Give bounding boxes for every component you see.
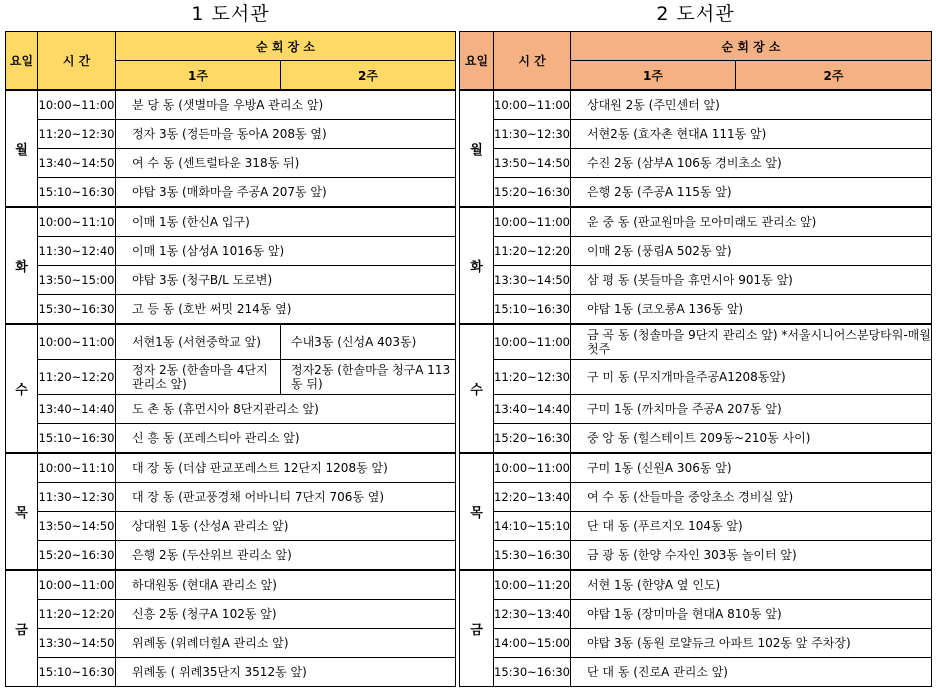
table-row	[460, 207, 932, 237]
header-week-2: 2주	[736, 61, 932, 91]
header-places: 순 회 장 소	[116, 32, 456, 61]
time-cell: 15:10~16:30	[38, 424, 116, 454]
time-cell: 13:50~14:50	[38, 512, 116, 541]
place-cell: 중 앙 동 (힐스테이트 209동~210동 사이)	[571, 424, 932, 454]
time-cell: 15:10~16:30	[494, 295, 571, 325]
table-row	[6, 324, 456, 360]
place-cell: 금 광 동 (한양 수자인 303동 놀이터 앞)	[571, 541, 932, 571]
library-1-title: 1 도서관	[191, 3, 270, 25]
time-cell: 14:10~15:10	[494, 512, 571, 541]
place-cell: 서현 1동 (한양A 옆 인도)	[571, 570, 932, 600]
place-cell: 야탑 3동 (동원 로얄듀크 아파트 102동 앞 주차장)	[571, 629, 932, 658]
place-cell: 신 흥 동 (포레스티아 관리소 앞)	[116, 424, 456, 454]
place-cell: 운 중 동 (판교원마을 모아미래도 관리소 앞)	[571, 207, 932, 237]
header-day: 요일	[6, 32, 38, 91]
table-row	[460, 541, 932, 571]
table-row	[460, 570, 932, 600]
table-row	[460, 90, 932, 120]
time-cell: 10:00~11:20	[494, 570, 571, 600]
time-cell: 13:40~14:50	[38, 149, 116, 178]
table-row	[6, 483, 456, 512]
day-label: 금	[6, 570, 38, 687]
library-2-title: 2 도서관	[656, 3, 735, 25]
header-time: 시 간	[494, 32, 571, 91]
time-cell: 12:20~13:40	[494, 483, 571, 512]
header-time: 시 간	[38, 32, 116, 91]
day-label: 목	[460, 453, 494, 570]
place-cell: 여 수 동 (산들마을 중앙초소 경비실 앞)	[571, 483, 932, 512]
time-cell: 10:00~11:00	[494, 453, 571, 483]
place-cell: 여 수 동 (센트럴타운 318동 뒤)	[116, 149, 456, 178]
place-cell: 고 등 동 (호반 써밋 214동 옆)	[116, 295, 456, 325]
day-group-thu	[460, 453, 932, 570]
table-row	[6, 90, 456, 120]
table-row	[6, 178, 456, 208]
table-row	[6, 207, 456, 237]
day-group-wed	[460, 324, 932, 453]
time-cell: 11:20~12:20	[494, 237, 571, 266]
day-group-tue	[460, 207, 932, 324]
table-row	[460, 237, 932, 266]
time-cell: 11:20~12:30	[494, 360, 571, 395]
time-cell: 15:20~16:30	[38, 541, 116, 571]
table-row	[6, 570, 456, 600]
header-week-1: 1주	[571, 61, 736, 91]
table-row	[460, 600, 932, 629]
place-cell: 삼 평 동 (봇들마을 휴먼시아 901동 앞)	[571, 266, 932, 295]
table-row	[6, 266, 456, 295]
place-cell: 이매 2동 (풍림A 502동 앞)	[571, 237, 932, 266]
day-group-fri	[6, 570, 456, 687]
place-cell: 수진 2동 (삼부A 106동 경비초소 앞)	[571, 149, 932, 178]
day-group-mon	[460, 90, 932, 207]
place-cell-week-1: 정자 2동 (한솔마을 4단지 관리소 앞)	[116, 360, 281, 395]
table-row	[460, 360, 932, 395]
table-row	[6, 395, 456, 424]
day-label: 월	[460, 90, 494, 207]
table-row	[460, 512, 932, 541]
table-row	[460, 453, 932, 483]
time-cell: 11:20~12:30	[38, 120, 116, 149]
day-group-thu	[6, 453, 456, 570]
table-row	[460, 395, 932, 424]
place-cell: 은행 2동 (주공A 115동 앞)	[571, 178, 932, 208]
place-cell: 정자 3동 (정든마을 동아A 208동 옆)	[116, 120, 456, 149]
table-row	[6, 424, 456, 454]
time-cell: 12:30~13:40	[494, 600, 571, 629]
time-cell: 15:20~16:30	[494, 178, 571, 208]
place-cell: 구 미 동 (무지개마을주공A1208동앞)	[571, 360, 932, 395]
time-cell: 11:20~12:20	[38, 600, 116, 629]
time-cell: 10:00~11:00	[38, 570, 116, 600]
table-row	[6, 453, 456, 483]
table-row	[460, 149, 932, 178]
place-cell: 단 대 동 (진로A 관리소 앞)	[571, 658, 932, 687]
day-label: 월	[6, 90, 38, 207]
day-label: 금	[460, 570, 494, 687]
header-week-2: 2주	[281, 61, 456, 91]
place-cell: 상대원 1동 (산성A 관리소 앞)	[116, 512, 456, 541]
place-cell: 이매 1동 (삼성A 1016동 앞)	[116, 237, 456, 266]
place-cell: 분 당 동 (샛별마을 우방A 관리소 앞)	[116, 90, 456, 120]
time-cell: 11:30~12:40	[38, 237, 116, 266]
place-cell: 이매 1동 (한신A 입구)	[116, 207, 456, 237]
table-row	[460, 658, 932, 687]
table-row	[6, 629, 456, 658]
table-row	[6, 120, 456, 149]
time-cell: 10:00~11:10	[38, 453, 116, 483]
place-cell: 대 장 동 (더샵 판교포레스트 12단지 1208동 앞)	[116, 453, 456, 483]
header-places: 순 회 장 소	[571, 32, 932, 61]
table-row	[6, 149, 456, 178]
time-cell: 13:50~14:50	[494, 149, 571, 178]
place-cell: 대 장 동 (판교풍경채 어바니티 7단지 706동 옆)	[116, 483, 456, 512]
place-cell: 위례동 (위례더힐A 관리소 앞)	[116, 629, 456, 658]
place-cell: 도 촌 동 (휴먼시아 8단지관리소 앞)	[116, 395, 456, 424]
time-cell: 15:20~16:30	[494, 424, 571, 454]
time-cell: 13:40~14:40	[494, 395, 571, 424]
time-cell: 10:00~11:00	[38, 324, 116, 360]
table-row	[6, 541, 456, 571]
header-week-1: 1주	[116, 61, 281, 91]
time-cell: 11:30~12:30	[38, 483, 116, 512]
table-row	[6, 360, 456, 395]
table-row	[6, 512, 456, 541]
day-group-tue	[6, 207, 456, 324]
place-cell: 위례동 ( 위례35단지 3512동 앞)	[116, 658, 456, 687]
day-group-mon	[6, 90, 456, 207]
time-cell: 15:30~16:30	[494, 541, 571, 571]
time-cell: 13:40~14:40	[38, 395, 116, 424]
day-group-fri	[460, 570, 932, 687]
place-cell-week-2: 수내3동 (신성A 403동)	[281, 324, 456, 360]
time-cell: 14:00~15:00	[494, 629, 571, 658]
time-cell: 10:00~11:00	[494, 207, 571, 237]
table-row	[460, 324, 932, 360]
place-cell: 구미 1동 (까치마을 주공A 207동 앞)	[571, 395, 932, 424]
place-cell: 단 대 동 (푸르지오 104동 앞)	[571, 512, 932, 541]
place-cell: 신흥 2동 (청구A 102동 앞)	[116, 600, 456, 629]
time-cell: 11:30~12:30	[494, 120, 571, 149]
place-cell: 야탑 3동 (청구B/L 도로변)	[116, 266, 456, 295]
table-row	[6, 658, 456, 687]
place-cell: 서현2동 (효자촌 현대A 111동 앞)	[571, 120, 932, 149]
place-cell: 은행 2동 (두산위브 관리소 앞)	[116, 541, 456, 571]
table-row	[6, 600, 456, 629]
day-label: 목	[6, 453, 38, 570]
library-1-schedule-table	[5, 31, 456, 687]
header-day: 요일	[460, 32, 494, 91]
time-cell: 15:10~16:30	[38, 658, 116, 687]
place-cell: 야탑 3동 (매화마을 주공A 207동 앞)	[116, 178, 456, 208]
day-group-wed	[6, 324, 456, 453]
table-row	[460, 483, 932, 512]
table-row	[460, 424, 932, 454]
place-cell: 야탑 1동 (장미마을 현대A 810동 앞)	[571, 600, 932, 629]
time-cell: 10:00~11:00	[38, 90, 116, 120]
day-label: 수	[6, 324, 38, 453]
time-cell: 15:30~16:30	[494, 658, 571, 687]
day-label: 수	[460, 324, 494, 453]
place-cell: 하대원동 (현대A 관리소 앞)	[116, 570, 456, 600]
time-cell: 15:10~16:30	[38, 178, 116, 208]
day-label: 화	[460, 207, 494, 324]
time-cell: 13:50~15:00	[38, 266, 116, 295]
place-cell: 야탑 1동 (코오롱A 136동 앞)	[571, 295, 932, 325]
place-cell-week-1: 서현1동 (서현중학교 앞)	[116, 324, 281, 360]
time-cell: 10:00~11:10	[38, 207, 116, 237]
day-label: 화	[6, 207, 38, 324]
place-cell: 구미 1동 (신원A 306동 앞)	[571, 453, 932, 483]
table-row	[6, 237, 456, 266]
time-cell: 15:30~16:30	[38, 295, 116, 325]
time-cell: 11:20~12:20	[38, 360, 116, 395]
library-1-panel	[5, 0, 456, 687]
library-2-schedule-table	[459, 31, 932, 687]
table-row	[460, 266, 932, 295]
table-row	[6, 295, 456, 325]
time-cell: 13:30~14:50	[494, 266, 571, 295]
time-cell: 10:00~11:00	[494, 324, 571, 360]
place-cell: 상대원 2동 (주민센터 앞)	[571, 90, 932, 120]
table-row	[460, 629, 932, 658]
library-2-panel	[459, 0, 932, 687]
place-cell-week-2: 정자2동 (한솔마을 청구A 113동 뒤)	[281, 360, 456, 395]
table-row	[460, 178, 932, 208]
place-cell: 금 곡 동 (청솔마을 9단지 관리소 앞) *서울시니어스분당타워-매월 첫주	[571, 324, 932, 360]
time-cell: 10:00~11:00	[494, 90, 571, 120]
time-cell: 13:30~14:50	[38, 629, 116, 658]
table-row	[460, 120, 932, 149]
table-row	[460, 295, 932, 325]
